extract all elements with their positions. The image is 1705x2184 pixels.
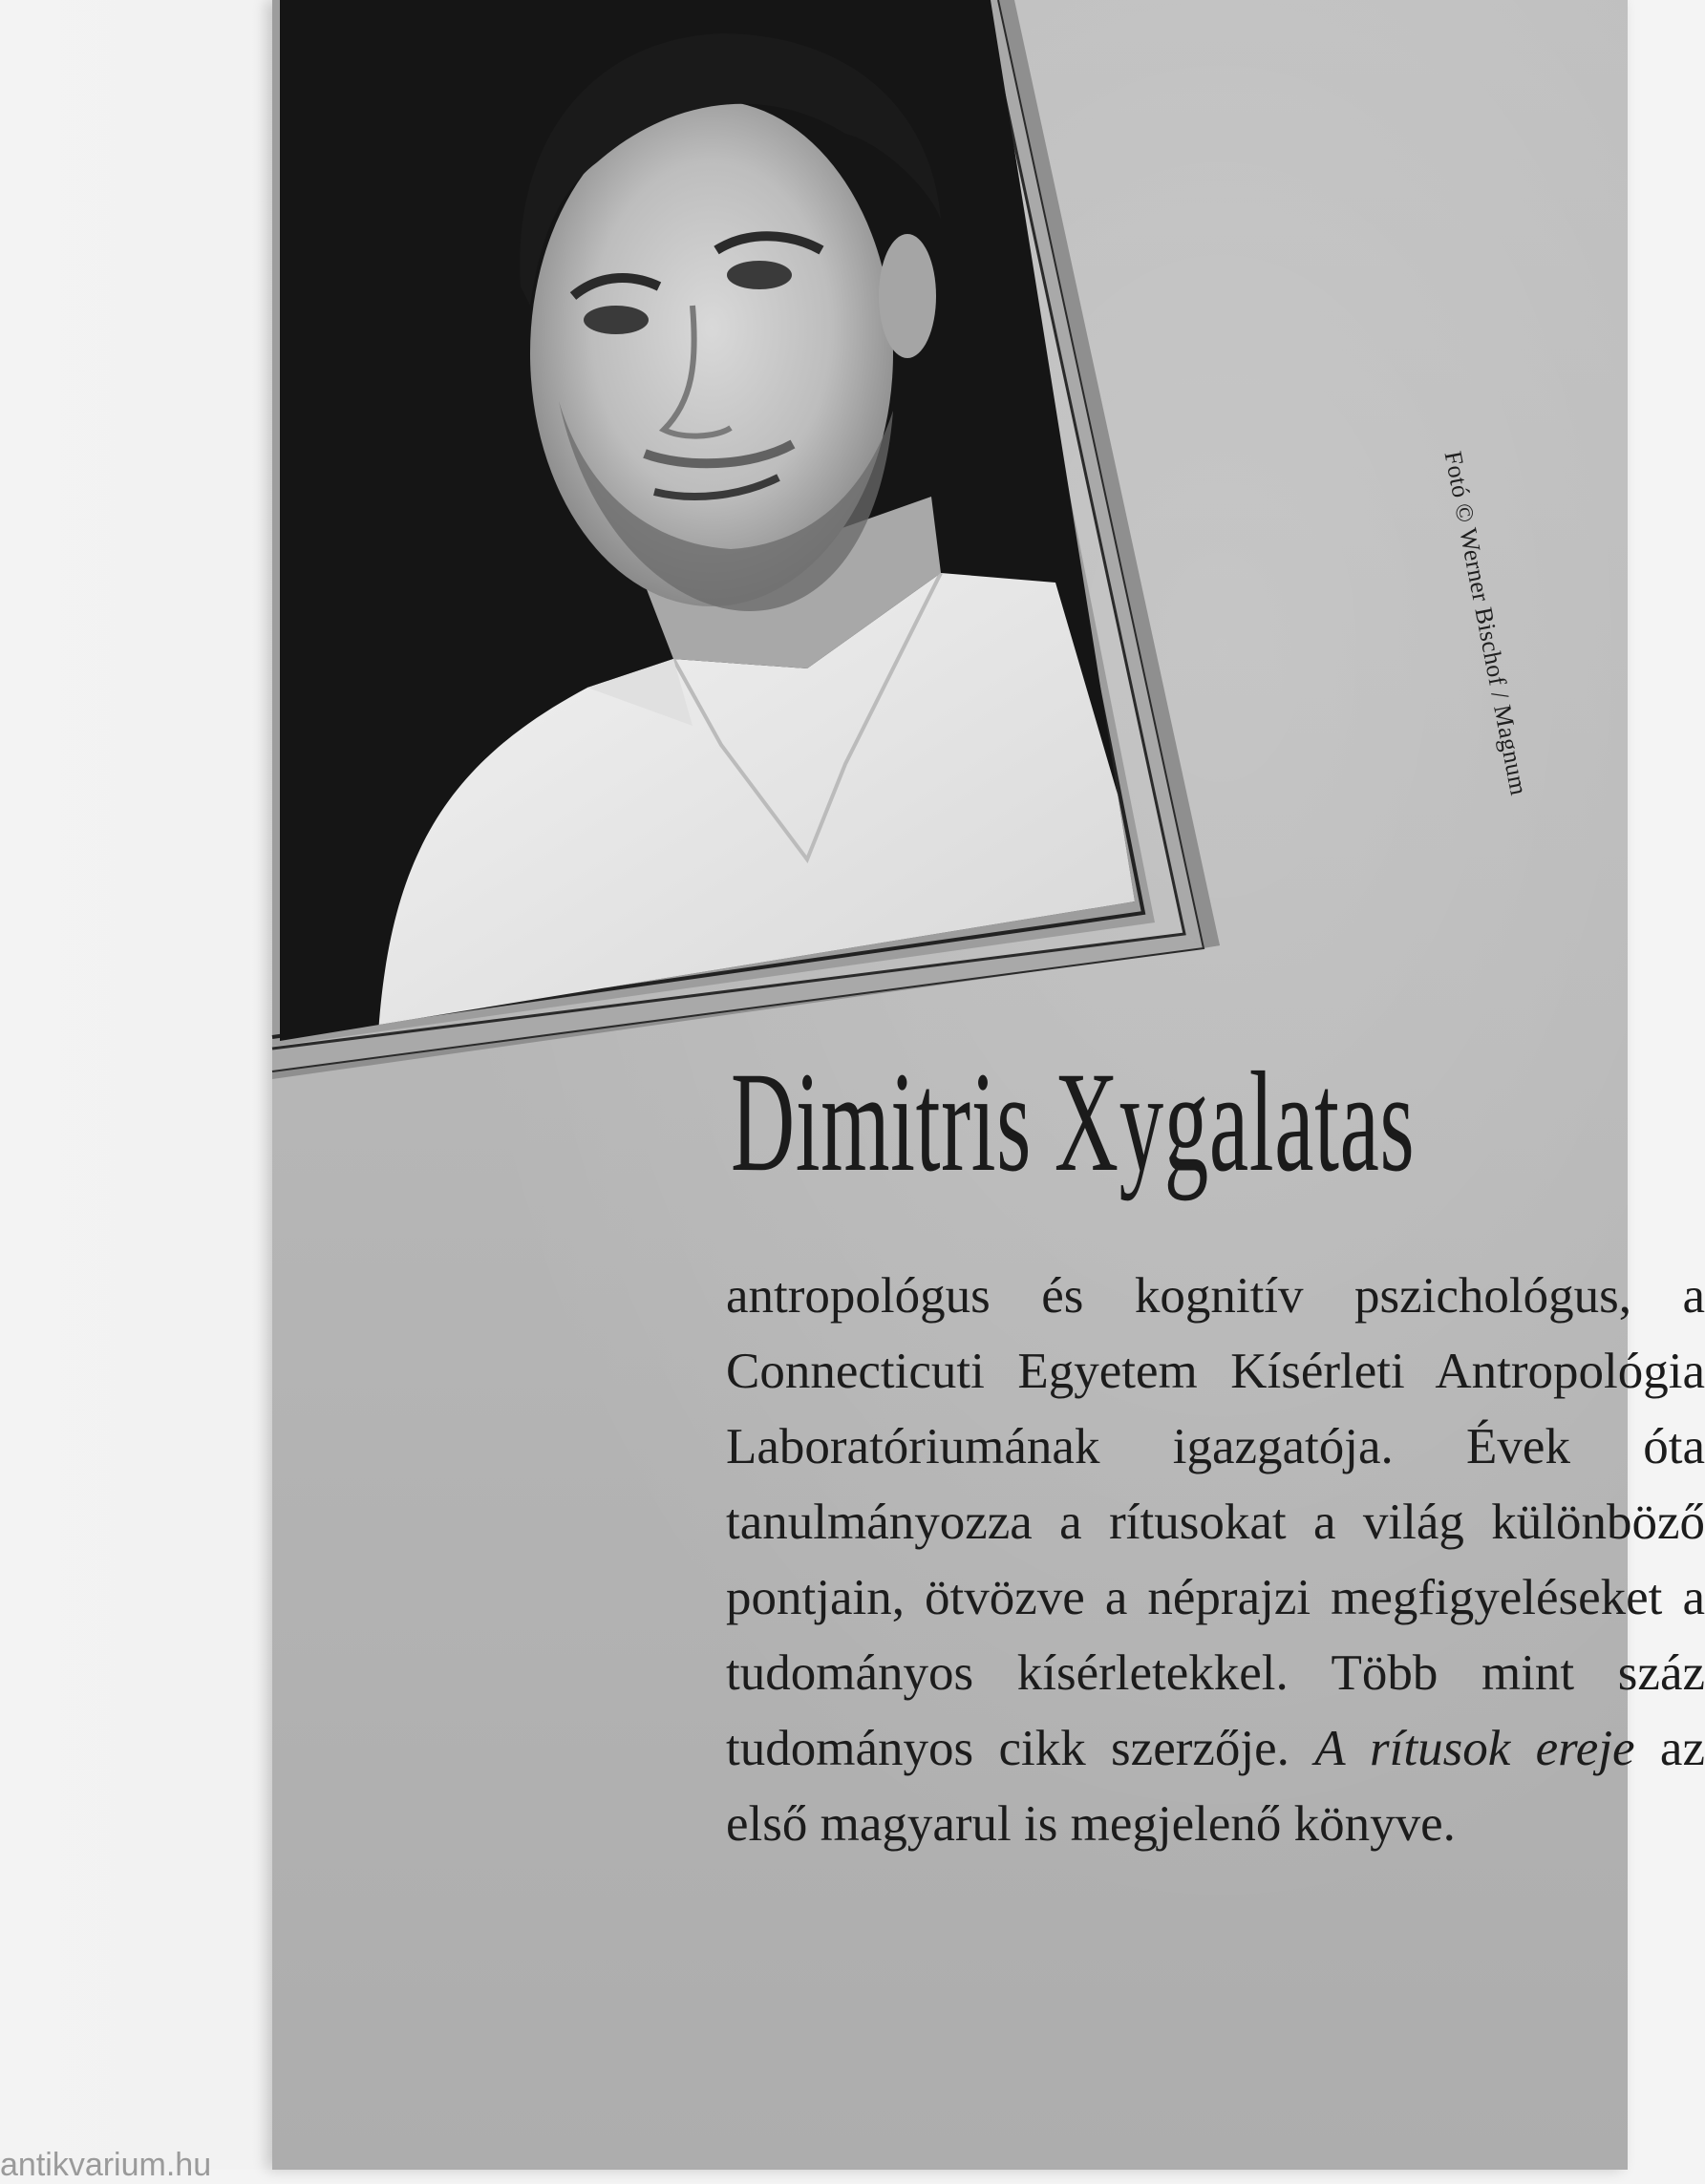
author-name: Dimitris Xygalatas [731, 1043, 1416, 1201]
photo-credit: Fotó © Werner Bischof / Magnum [1439, 449, 1533, 798]
bio-text-part2: az első magyarul is megjelenő könyve. [726, 1721, 1705, 1852]
book-title: A rítusok ereje [1314, 1721, 1635, 1776]
bio-text-part1: antropológus és kognitív pszichológus, a Connecticuti Egyetem Kísérleti Antropológia Laboratóriumának igazgatója. Évek óta tanulmányozza a rítusokat a világ különböző pontjain, ötvözve a néprajzi megfigyeléseket a tudományos kísérletekkel. Több mint száz tudományos cikk szerzője. [726, 1268, 1705, 1776]
author-bio [726, 1259, 1705, 1862]
author-photo [272, 0, 1628, 1146]
footer-partial-text: antikvarium.hu [0, 2147, 212, 2183]
author-photo-frame [272, 0, 1628, 1146]
book-flap [272, 0, 1705, 2170]
